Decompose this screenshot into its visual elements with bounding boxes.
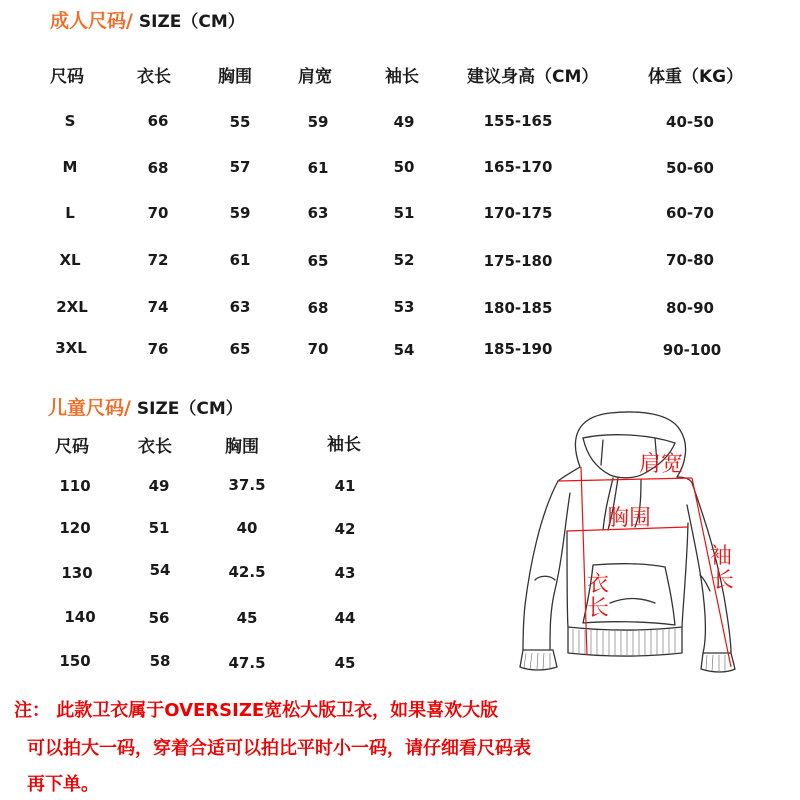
adult-size-title xyxy=(50,6,245,33)
cell-size: 3XL xyxy=(55,339,87,357)
shoulder-label: 肩宽 xyxy=(639,452,684,477)
cell-length: 51 xyxy=(148,519,170,537)
cell-size: M xyxy=(62,158,78,176)
cell-chest: 57 xyxy=(229,158,251,176)
note-line-2: 可以拍大一码，穿着合适可以拍比平时小一码，请仔细看尺码表 xyxy=(27,738,531,759)
header-length: 衣长 xyxy=(137,67,171,87)
cell-size: 120 xyxy=(59,519,91,537)
cell-size: 2XL xyxy=(56,298,88,316)
header-shoulder: 肩宽 xyxy=(298,67,332,87)
cell-length: 70 xyxy=(147,204,169,222)
cell-sleeve: 50 xyxy=(393,158,415,176)
cell-height: 165-170 xyxy=(483,158,553,176)
cell-chest: 40 xyxy=(236,519,258,537)
cell-sleeve: 49 xyxy=(393,113,415,131)
cell-weight: 50-60 xyxy=(666,159,714,177)
cell-size: 130 xyxy=(61,564,93,582)
cell-chest: 47.5 xyxy=(228,654,266,672)
cell-sleeve: 42 xyxy=(334,520,356,538)
note-line-1: 注： 此款卫衣属于OVERSIZE宽松大版卫衣，如果喜欢大版 xyxy=(14,700,499,721)
cell-height: 175-180 xyxy=(483,252,553,270)
cell-weight: 70-80 xyxy=(666,251,714,269)
note-line-3: 再下单。 xyxy=(27,774,99,795)
hoodie-sketch-icon xyxy=(495,405,765,685)
kids-size-title xyxy=(48,393,243,420)
cell-length: 68 xyxy=(147,159,169,177)
header-chest: 胸围 xyxy=(218,67,252,87)
cell-shoulder: 59 xyxy=(307,113,329,131)
header-sleeve: 袖长 xyxy=(327,435,361,455)
header-weight: 体重（KG） xyxy=(648,67,744,87)
cell-chest: 59 xyxy=(229,204,251,222)
header-chest: 胸围 xyxy=(225,437,259,457)
cell-sleeve: 43 xyxy=(334,564,356,582)
header-height: 建议身高（CM） xyxy=(467,67,599,87)
cell-weight: 40-50 xyxy=(666,113,714,131)
cell-size: XL xyxy=(59,251,81,269)
hoodie-diagram xyxy=(495,405,765,685)
adult-title-cn: 成人尺码/ xyxy=(50,10,133,32)
cell-sleeve: 44 xyxy=(334,609,356,627)
cell-length: 54 xyxy=(149,561,171,579)
cell-size: 150 xyxy=(59,652,91,670)
cell-chest: 45 xyxy=(236,609,258,627)
cell-chest: 37.5 xyxy=(228,476,266,494)
cell-shoulder: 63 xyxy=(307,204,329,222)
adult-title-en: SIZE（CM） xyxy=(132,12,245,32)
cell-length: 76 xyxy=(147,340,169,358)
cell-length: 58 xyxy=(149,652,171,670)
cell-size: S xyxy=(64,112,76,130)
cell-length: 74 xyxy=(147,298,169,316)
cell-height: 170-175 xyxy=(483,204,553,222)
cell-sleeve: 53 xyxy=(393,298,415,316)
header-sleeve: 袖长 xyxy=(385,67,419,87)
cell-height: 180-185 xyxy=(483,299,553,317)
cell-shoulder: 70 xyxy=(307,340,329,358)
cell-length: 56 xyxy=(148,609,170,627)
cell-sleeve: 52 xyxy=(393,251,415,269)
header-size: 尺码 xyxy=(50,67,84,87)
cell-shoulder: 68 xyxy=(307,299,329,317)
header-size: 尺码 xyxy=(55,437,89,457)
cell-height: 185-190 xyxy=(483,340,553,358)
cell-sleeve: 54 xyxy=(393,341,415,359)
cell-length: 49 xyxy=(148,477,170,495)
cell-sleeve: 41 xyxy=(334,477,356,495)
length-label-1: 衣 xyxy=(587,572,610,597)
cell-size: L xyxy=(65,204,75,222)
cell-size: 110 xyxy=(59,477,91,495)
cell-sleeve: 51 xyxy=(393,204,415,222)
cell-chest: 63 xyxy=(229,298,251,316)
cell-chest: 61 xyxy=(229,251,251,269)
cell-weight: 90-100 xyxy=(662,341,722,359)
cell-sleeve: 45 xyxy=(334,654,356,672)
cell-height: 155-165 xyxy=(483,112,553,130)
length-label-2: 长 xyxy=(587,596,610,621)
cell-weight: 60-70 xyxy=(666,204,714,222)
cell-length: 66 xyxy=(147,112,169,130)
cell-chest: 42.5 xyxy=(228,563,266,581)
cell-shoulder: 61 xyxy=(307,159,329,177)
cell-shoulder: 65 xyxy=(307,252,329,270)
kids-title-en: SIZE（CM） xyxy=(130,399,243,419)
kids-title-cn: 儿童尺码/ xyxy=(48,397,131,419)
sleeve-label-2: 长 xyxy=(712,568,735,593)
cell-chest: 65 xyxy=(229,340,251,358)
chest-label: 胸围 xyxy=(607,506,652,531)
cell-chest: 55 xyxy=(229,113,251,131)
header-length: 衣长 xyxy=(138,437,172,457)
cell-size: 140 xyxy=(64,608,96,626)
cell-weight: 80-90 xyxy=(666,299,714,317)
cell-length: 72 xyxy=(147,251,169,269)
sleeve-label-1: 袖 xyxy=(710,544,733,569)
